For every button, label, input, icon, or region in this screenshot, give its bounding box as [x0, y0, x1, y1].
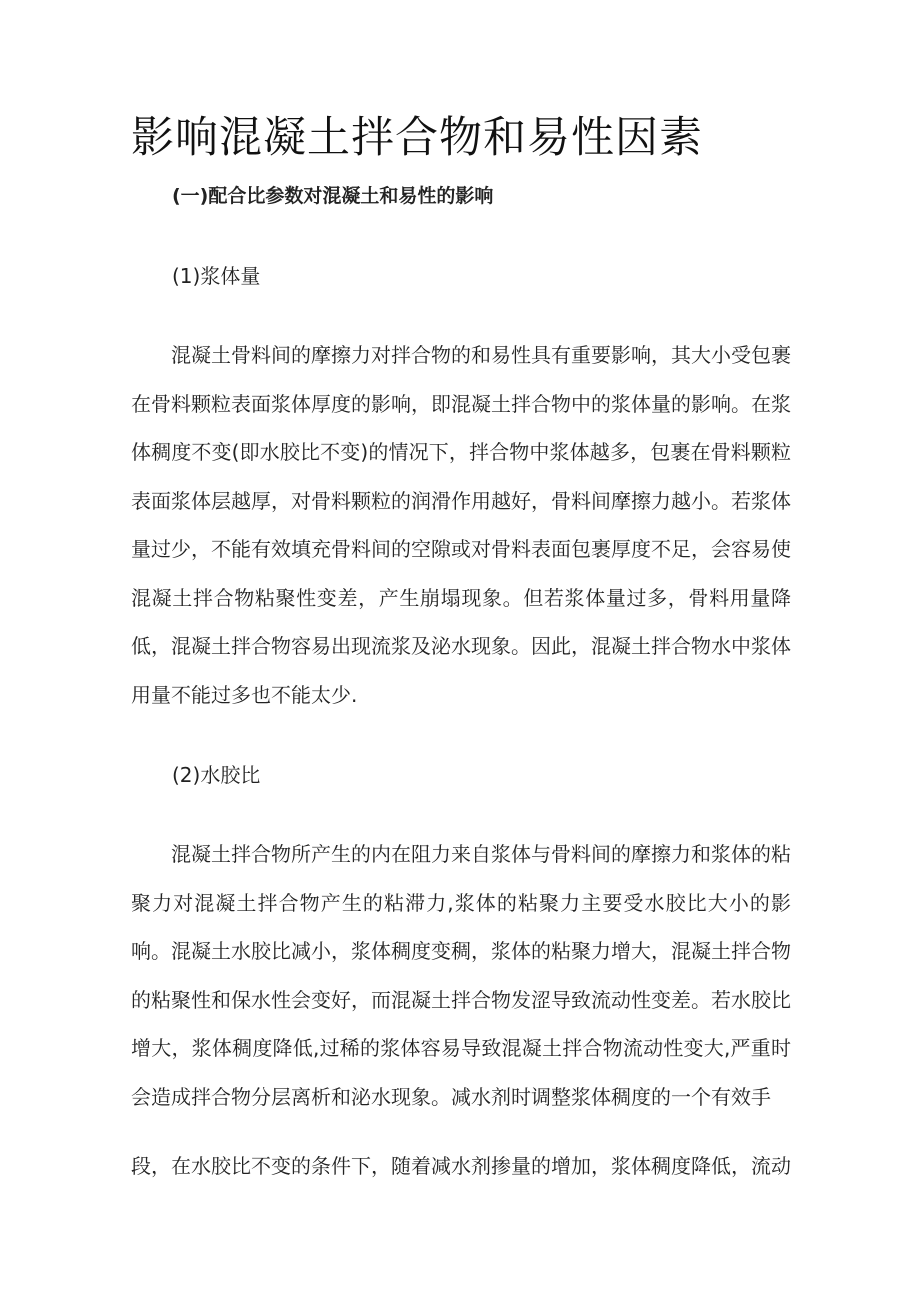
paragraph-continuation: 段，在水胶比不变的条件下，随着减水剂掺量的增加，浆体稠度降低，流动	[131, 1154, 791, 1178]
subsection-heading-water-binder-ratio: (2)水胶比	[172, 763, 261, 787]
subsection-heading-slurry-volume: (1)浆体量	[172, 264, 261, 288]
section-heading: (一)配合比参数对混凝土和易性的影响	[172, 185, 494, 207]
document-title: 影响混凝土拌合物和易性因素	[131, 113, 703, 163]
paragraph-slurry-volume: 混凝土骨料间的摩擦力对拌合物的和易性具有重要影响，其大小受包裹在骨料颗粒表面浆体厚度的影响，即混凝土拌合物中的浆体量的影响。在浆体稠度不变(即水胶比不变)的情况下，拌合物中浆体越多，包裹在骨料颗粒表面浆体层越厚，对骨料颗粒的润滑作用越好，骨料间摩擦力越小。若浆体量过少，不能有效填充骨料间的空隙或对骨料表面包裹厚度不足，会容易使混凝土拌合物粘聚性变差，产生崩塌现象。但若浆体量过多，骨料用量降低，混凝土拌合物容易出现流浆及泌水现象。因此，混凝土拌合物水中浆体用量不能过多也不能太少.	[131, 343, 791, 707]
paragraph-water-binder-ratio: 混凝土拌合物所产生的内在阻力来自浆体与骨料间的摩擦力和浆体的粘聚力对混凝土拌合物产生的粘滞力,浆体的粘聚力主要受水胶比大小的影响。混凝土水胶比减小，浆体稠度变稠，浆体的粘聚力增大，混凝土拌合物的粘聚性和保水性会变好，而混凝土拌合物发涩导致流动性变差。若水胶比增大，浆体稠度降低,过稀的浆体容易导致混凝土拌合物流动性变大,严重时会造成拌合物分层离析和泌水现象。减水剂时调整浆体稠度的一个有效手	[131, 842, 791, 1109]
